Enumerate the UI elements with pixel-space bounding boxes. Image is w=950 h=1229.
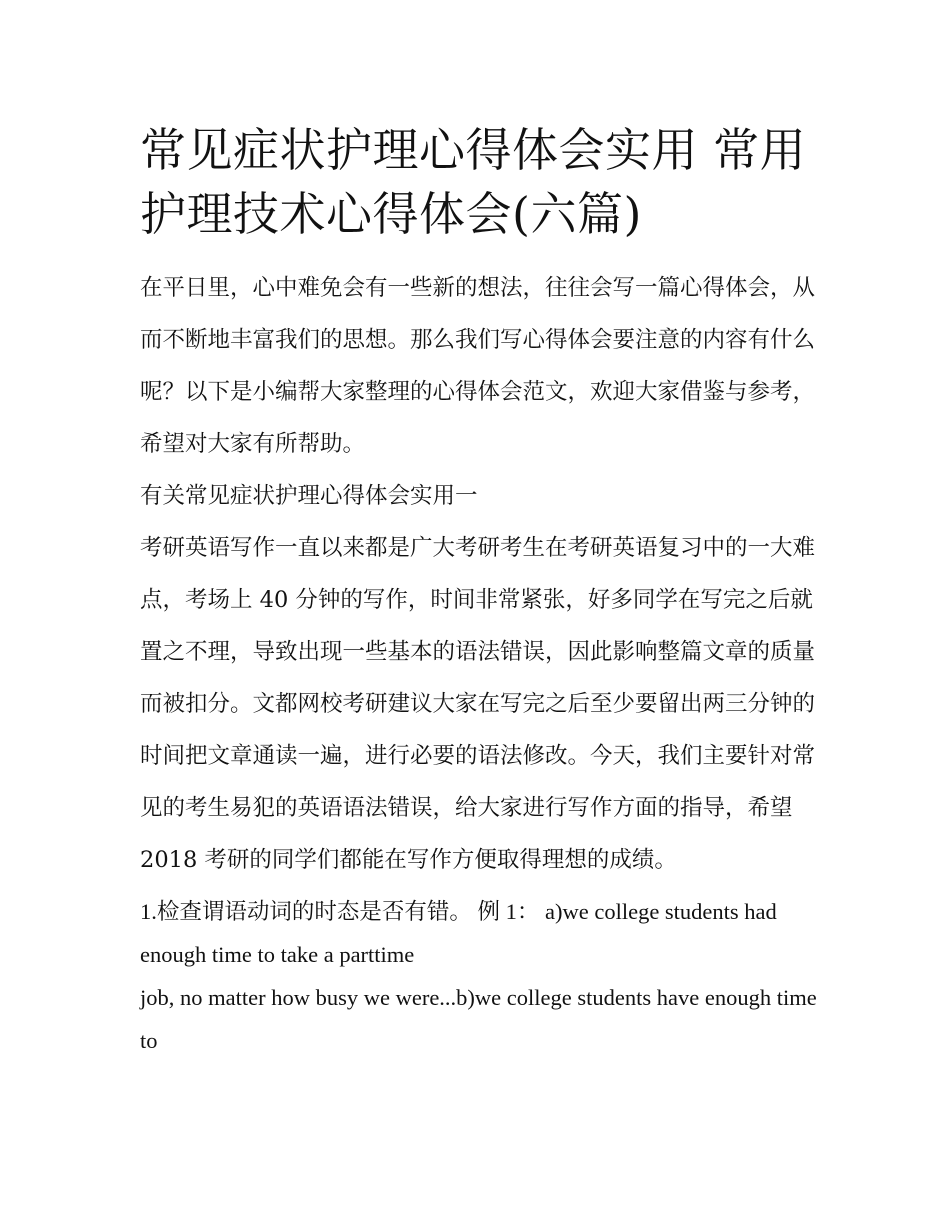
document-title: 常见症状护理心得体会实用 常用护理技术心得体会(六篇) [140,123,807,241]
example-line-2: job, no matter how busy we were...b)we college students have enough time to [140,985,817,1053]
body-paragraph: 考研英语写作一直以来都是广大考研考生在考研英语复习中的一大难点，考场上 40 分钟的写作，时间非常紧张，好多同学在写完之后就置之不理，导致出现一些基本的语法错误，因此影响整篇文章的质量而被扣分。文都网校考研建议大家在写完之后至少要留出两三分钟的时间把文章通读一遍，进行必要的语法修改。今天，我们主要针对常见的考生易犯的英语语法错误，给大家进行写作方面的指导，希望 2018 考研的同学们都能在写作方便取得理想的成绩。 [140,535,816,873]
document-content [140,118,820,1062]
intro-paragraph: 在平日里，心中难免会有一些新的想法，往往会写一篇心得体会，从而不断地丰富我们的思想。那么我们写心得体会要注意的内容有什么呢？以下是小编帮大家整理的心得体会范文，欢迎大家借鉴与参考，希望对大家有所帮助。 [140,275,816,457]
example-line-1: 1.检查谓语动词的时态是否有错。 例 1： a)we college students had enough time to take a parttime [140,899,777,967]
section-heading: 有关常见症状护理心得体会实用一 [140,483,478,509]
